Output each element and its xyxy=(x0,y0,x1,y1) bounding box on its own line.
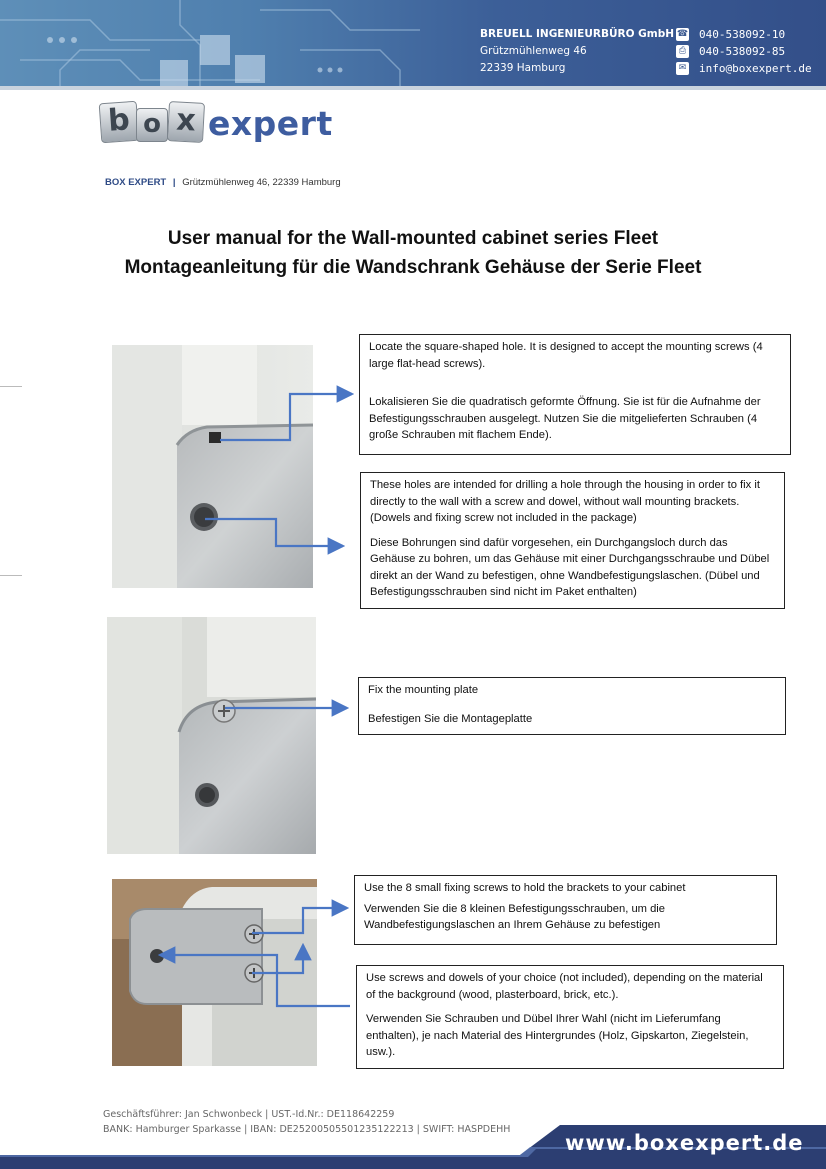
fax-number: 040-538092-85 xyxy=(699,45,786,58)
callout-drill-holes-en: These holes are intended for drilling a hole through the housing in order to fix it directly to the wall with a screw and dowel, without wall mounting brackets. (Dowels and fixing screw not included in the package) xyxy=(370,479,760,524)
phone-number: 040-538092-10 xyxy=(699,28,786,41)
callout-square-hole-de: Lokalisieren Sie die quadratisch geformte Öffnung. Sie ist für die Aufnahme der Befestigungsschrauben ausgelegt. Nutzen Sie die mitgelieferten Schrauben (4 große Schrauben mit flachem Ende). xyxy=(369,396,761,441)
email-address[interactable]: info@boxexpert.de xyxy=(699,62,812,75)
phone-icon: ☎ xyxy=(676,29,689,39)
arrow-dowels xyxy=(160,955,350,1006)
envelope-icon: ✉ xyxy=(676,62,689,75)
callout-small-screws-de: Verwenden Sie die 8 kleinen Befestigungsschrauben, um die Wandbefestigungslaschen an Ihrem Gehäuse zu befestigen xyxy=(364,902,666,931)
callout-drill-holes xyxy=(360,472,785,609)
brand-name: BOX EXPERT xyxy=(105,177,167,188)
callout-small-screws-en: Use the 8 small fixing screws to hold the brackets to your cabinet xyxy=(364,882,686,894)
fax-icon: ⎙ xyxy=(676,45,689,58)
title-english: User manual for the Wall-mounted cabinet series Fleet xyxy=(167,228,659,249)
callout-mounting-plate-en: Fix the mounting plate xyxy=(368,684,479,696)
title-german: Montageanleitung für die Wandschrank Gehäuse der Serie Fleet xyxy=(124,257,702,278)
arrow-drill-hole xyxy=(205,519,343,546)
company-name: BREUELL INGENIEURBÜRO GmbH xyxy=(480,28,675,40)
logo-letter-b: b xyxy=(99,101,140,144)
brand-address: Grützmühlenweg 46, 22339 Hamburg xyxy=(182,177,341,188)
callout-dowels-de: Verwenden Sie Schrauben und Dübel Ihrer Wahl (nicht im Lieferumfang enthalten), je nach Material des Hintergrundes (Holz, Gipskarton, Ziegelstein, usw.). xyxy=(366,1013,749,1058)
website-link[interactable]: www.boxexpert.de xyxy=(565,1131,804,1155)
callout-dowels-en: Use screws and dowels of your choice (not included), depending on the material of the background (wood, plasterboard, brick, etc.). xyxy=(366,972,763,1001)
company-street: Grützmühlenweg 46 xyxy=(480,45,587,57)
callout-mounting-plate-de: Befestigen Sie die Montageplatte xyxy=(368,712,533,725)
footer-line-1: Geschäftsführer: Jan Schwonbeck | UST.-Id.Nr.: DE118642259 xyxy=(103,1109,395,1120)
footer-line-2: BANK: Hamburger Sparkasse | IBAN: DE25200505501235122213 | SWIFT: HASPDEHH xyxy=(103,1124,511,1135)
logo-text: expert xyxy=(208,104,333,143)
callout-mounting-plate xyxy=(358,677,786,735)
logo-letter-o: o xyxy=(136,108,168,142)
callout-dowels xyxy=(356,965,784,1069)
arrow-small-screws xyxy=(252,908,347,933)
company-city: 22339 Hamburg xyxy=(480,62,566,74)
callout-square-hole-en: Locate the square-shaped hole. It is designed to accept the mounting screws (4 large flat-head screws). xyxy=(369,341,763,370)
address-separator: | xyxy=(172,177,176,188)
callout-drill-holes-de: Diese Bohrungen sind dafür vorgesehen, ein Durchgangsloch durch das Gehäuse zu bohren, um das Gehäuse mit einer Durchgangsschraube und Dübel direkt an der Wand zu befestigen, ohne Wandbefestigungslaschen. (Dübel und Befestigungsschrauben sind nicht im Paket enthalten) xyxy=(370,536,770,598)
callout-square-hole xyxy=(359,334,791,455)
logo-letter-x: x xyxy=(167,101,205,143)
callout-small-screws xyxy=(354,875,777,945)
arrow-square-hole xyxy=(220,394,352,440)
